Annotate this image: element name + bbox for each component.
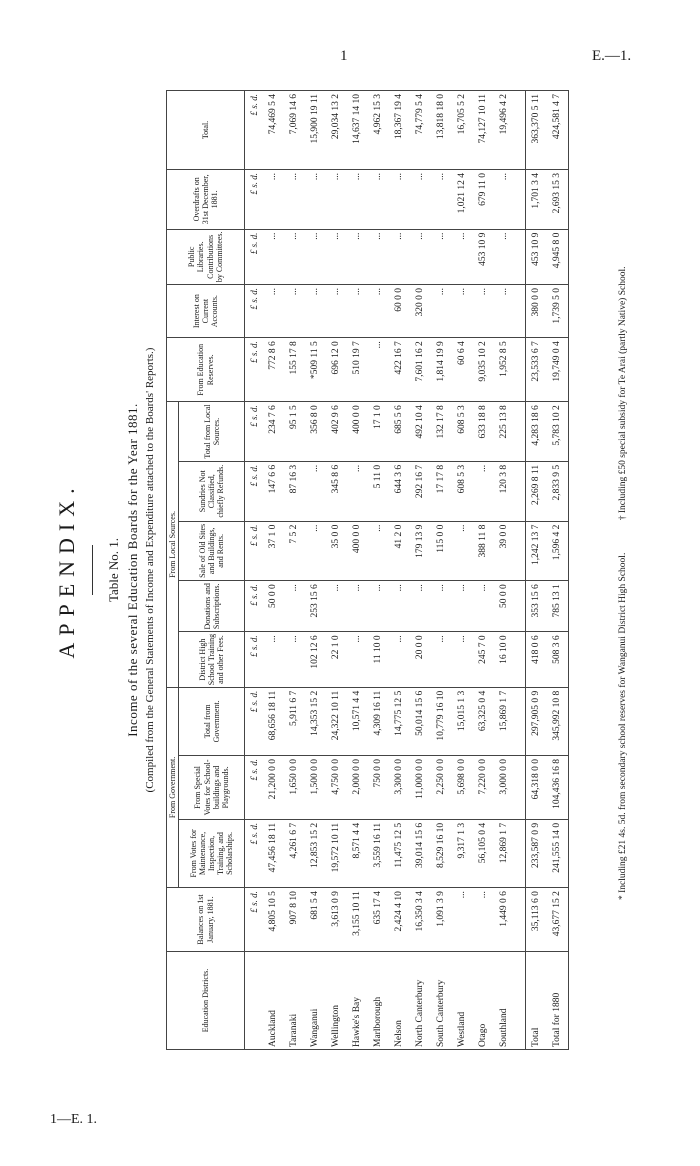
table-row [326,91,347,1050]
cell-tloc: 4,283 18 6 [526,402,548,462]
header-votes-maint: From Votes for Maintenance, Inspection, Training, and Scholarships. [179,819,245,887]
cell-total: 74,779 5 4 [410,91,431,170]
page-number: 1 [340,48,348,64]
cell-special: 3,000 0 0 [494,755,515,819]
cell-sund: 2,833 9 5 [547,461,569,521]
cell-sund: 120 3 8 [494,461,515,521]
header-donations: Donations and Subscriptions. [179,581,245,632]
cell-maint: 3,559 16 11 [368,819,389,887]
cell-bal: 635 17 4 [368,888,389,952]
spacer-row [515,91,526,1050]
header-libraries: Public Libraries. Contributions by Committees. [167,229,245,284]
cell-don: ... [410,581,431,632]
cell-sale: 1,596 4 2 [547,521,569,581]
cell-bal: 43,677 15 2 [547,888,569,952]
cell-tgov: 24,322 10 11 [326,687,347,755]
cell-special: 7,220 0 0 [473,755,494,819]
row-label: Taranaki [284,951,305,1049]
cell-res: 772 8 6 [263,338,284,402]
unit-cell: £ s. d. [245,888,264,952]
unit-cell: £ s. d. [245,285,264,338]
cell-maint: 8,529 16 10 [431,819,452,887]
cell-over: ... [263,169,284,229]
cell-over: 1,021 12 4 [452,169,473,229]
cell-bal: 1,449 0 6 [494,888,515,952]
cell-tloc: 95 1 5 [284,402,305,462]
table-row [263,91,284,1050]
cell-res: 19,749 0 4 [547,338,569,402]
cell-over: 1,701 3 4 [526,169,548,229]
table-row [389,91,410,1050]
cell-tloc: 492 10 4 [410,402,431,462]
cell-tgov: 15,015 1 3 [452,687,473,755]
cell-total: 29,034 13 2 [326,91,347,170]
cell-hs: 11 10 0 [368,632,389,687]
cell-total: 7,069 14 6 [284,91,305,170]
cell-don: ... [389,581,410,632]
cell-res: 23,533 6 7 [526,338,548,402]
cell-lib: 4,945 8 0 [547,229,569,284]
cell-tloc: 608 5 3 [452,402,473,462]
cell-sund: 2,269 8 11 [526,461,548,521]
total-row [526,91,548,1050]
cell-special: 104,436 16 8 [547,755,569,819]
cell-total: 14,637 14 10 [347,91,368,170]
cell-tgov: 10,571 4 4 [347,687,368,755]
cell-res: 60 6 4 [452,338,473,402]
cell-don: ... [473,581,494,632]
cell-tgov: 4,309 16 11 [368,687,389,755]
cell-maint: 12,853 15 2 [305,819,326,887]
cell-tgov: 5,911 6 7 [284,687,305,755]
cell-don: 353 15 6 [526,581,548,632]
row-label: North Canterbury [410,951,431,1049]
cell-total: 424,581 4 7 [547,91,569,170]
cell-sale: 400 0 0 [347,521,368,581]
cell-tgov: 297,905 0 9 [526,687,548,755]
header-district: Education Districts. [167,951,245,1049]
cell-lib: ... [305,229,326,284]
cell-hs: 418 0 6 [526,632,548,687]
row-label: Hawke's Bay [347,951,368,1049]
header-balances: Balances on 1st January, 1881. [167,888,245,952]
cell-sund: ... [473,461,494,521]
cell-int: ... [284,285,305,338]
unit-cell: £ s. d. [245,402,264,462]
cell-lib: ... [326,229,347,284]
unit-cell: £ s. d. [245,632,264,687]
cell-tloc: 17 1 0 [368,402,389,462]
cell-lib: ... [284,229,305,284]
cell-sale: ... [452,521,473,581]
header-total: Total. [167,91,245,170]
cell-over: ... [494,169,515,229]
cell-sund: 608 5 3 [452,461,473,521]
table-subtitle: (Compiled from the General Statements of Income and Expenditure attached to the Boards' Reports.) [144,347,156,793]
cell-res: 9,035 10 2 [473,338,494,402]
cell-sale: 39 0 0 [494,521,515,581]
row-label: Nelson [389,951,410,1049]
cell-hs: 16 10 0 [494,632,515,687]
footer-reference: 1—E. 1. [50,1112,98,1127]
cell-int: 380 0 0 [526,285,548,338]
cell-over: ... [284,169,305,229]
cell-int: 60 0 0 [389,285,410,338]
cell-lib: ... [347,229,368,284]
cell-bal: 907 8 10 [284,888,305,952]
cell-lib: 453 10 9 [526,229,548,284]
cell-maint: 11,475 12 5 [389,819,410,887]
unit-cell: £ s. d. [245,338,264,402]
cell-int: ... [368,285,389,338]
cell-total: 15,900 19 11 [305,91,326,170]
cell-maint: 241,555 14 0 [547,819,569,887]
cell-total: 19,496 4 2 [494,91,515,170]
cell-tloc: 685 5 6 [389,402,410,462]
cell-sund: 345 8 6 [326,461,347,521]
cell-don: ... [452,581,473,632]
cell-total: 4,962 15 3 [368,91,389,170]
cell-tgov: 10,779 16 10 [431,687,452,755]
row-label: South Canterbury [431,951,452,1049]
cell-don: 785 13 1 [547,581,569,632]
unit-cell: £ s. d. [245,819,264,887]
cell-over: ... [389,169,410,229]
cell-res: *509 11 5 [305,338,326,402]
rotated-table-page [48,90,658,1050]
cell-maint: 39,014 15 6 [410,819,431,887]
cell-over: 679 11 0 [473,169,494,229]
cell-bal: 3,155 10 11 [347,888,368,952]
cell-bal: 1,091 3 9 [431,888,452,952]
cell-don: ... [431,581,452,632]
cell-sale: 37 1 0 [263,521,284,581]
cell-hs: ... [452,632,473,687]
cell-int: ... [494,285,515,338]
cell-lib: ... [368,229,389,284]
cell-don: ... [284,581,305,632]
cell-sale: 41 2 0 [389,521,410,581]
cell-bal: ... [473,888,494,952]
cell-maint: 47,456 18 11 [263,819,284,887]
cell-res: ... [368,338,389,402]
cell-don: 50 0 0 [494,581,515,632]
row-label: Marlborough [368,951,389,1049]
cell-over: ... [431,169,452,229]
cell-int: ... [452,285,473,338]
cell-hs: 245 7 0 [473,632,494,687]
cell-special: 1,650 0 0 [284,755,305,819]
cell-hs: 102 12 6 [305,632,326,687]
cell-sund: ... [305,461,326,521]
table-row [347,91,368,1050]
cell-hs: ... [284,632,305,687]
appendix-heading: APPENDIX. [54,481,79,659]
cell-total: 74,127 10 11 [473,91,494,170]
cell-special: 750 0 0 [368,755,389,819]
table-row [494,91,515,1050]
footnote-2: † Including £50 special subsidy for Te Arai (partly Native) School. [618,266,628,521]
cell-tgov: 15,869 1 7 [494,687,515,755]
table-row [410,91,431,1050]
cell-special: 11,000 0 0 [410,755,431,819]
cell-bal: 4,805 10 5 [263,888,284,952]
cell-tgov: 63,325 0 4 [473,687,494,755]
cell-hs: 508 3 6 [547,632,569,687]
cell-sale: 1,242 13 7 [526,521,548,581]
cell-tloc: 5,783 10 2 [547,402,569,462]
cell-total: 363,370 5 11 [526,91,548,170]
cell-total: 13,818 18 0 [431,91,452,170]
cell-don: 253 15 6 [305,581,326,632]
cell-tgov: 14,775 12 5 [389,687,410,755]
row-label: Otago [473,951,494,1049]
header-interest: Interest on Current Accounts. [167,285,245,338]
cell-bal: 2,424 4 10 [389,888,410,952]
cell-maint: 233,587 0 9 [526,819,548,887]
row-label: Southland [494,951,515,1049]
cell-lib: ... [263,229,284,284]
cell-int: ... [473,285,494,338]
cell-over: 2,693 15 3 [547,169,569,229]
cell-hs: 22 1 0 [326,632,347,687]
cell-bal: 681 5 4 [305,888,326,952]
total-row [547,91,569,1050]
cell-special: 2,000 0 0 [347,755,368,819]
cell-res: 7,601 16 2 [410,338,431,402]
cell-maint: 9,317 1 3 [452,819,473,887]
table-body [245,91,569,1050]
cell-sale: 7 5 2 [284,521,305,581]
cell-don: ... [326,581,347,632]
cell-special: 2,250 0 0 [431,755,452,819]
header-sundries: Sundries Not Classified, chiefly Refunds. [179,461,245,521]
row-label: Westland [452,951,473,1049]
cell-tgov: 14,353 15 2 [305,687,326,755]
row-label: Wellington [326,951,347,1049]
cell-don: 50 0 0 [263,581,284,632]
cell-hs: ... [389,632,410,687]
header-total-local: Total from Local Sources. [179,402,245,462]
cell-tloc: 234 7 6 [263,402,284,462]
cell-sund: 292 16 7 [410,461,431,521]
unit-cell: £ s. d. [245,461,264,521]
table-row [473,91,494,1050]
cell-tgov: 345,992 10 8 [547,687,569,755]
cell-int: ... [326,285,347,338]
income-table [166,90,569,1050]
cell-don: ... [368,581,389,632]
header-from-local: From Local Sources. [167,402,179,688]
cell-sale: 115 0 0 [431,521,452,581]
cell-tloc: 402 9 6 [326,402,347,462]
cell-sund: 17 17 8 [431,461,452,521]
cell-special: 5,698 0 0 [452,755,473,819]
cell-res: 1,952 8 5 [494,338,515,402]
header-special-votes: From Special Votes for School-buildings and Playgrounds. [179,755,245,819]
table-number: Table No. 1. [106,537,121,603]
cell-maint: 4,261 6 7 [284,819,305,887]
cell-int: ... [305,285,326,338]
cell-hs: ... [431,632,452,687]
cell-tloc: 132 17 8 [431,402,452,462]
cell-hs: ... [347,632,368,687]
row-label: Auckland [263,951,284,1049]
cell-hs: 20 0 0 [410,632,431,687]
cell-sund: ... [347,461,368,521]
cell-maint: 19,572 10 11 [326,819,347,887]
table-row [284,91,305,1050]
cell-tloc: 400 0 0 [347,402,368,462]
unit-cell: £ s. d. [245,169,264,229]
cell-special: 64,318 0 0 [526,755,548,819]
unit-cell: £ s. d. [245,91,264,170]
cell-lib: ... [389,229,410,284]
heading-rule [92,545,93,595]
header-sale-sites: Sale of Old Sites and Buildings, and Rents. [179,521,245,581]
row-label: Total for 1880 [547,951,569,1049]
table-row [431,91,452,1050]
cell-res: 422 16 7 [389,338,410,402]
cell-tgov: 50,014 15 6 [410,687,431,755]
cell-hs: ... [263,632,284,687]
cell-maint: 12,869 1 7 [494,819,515,887]
cell-sund: 147 6 6 [263,461,284,521]
unit-cell: £ s. d. [245,687,264,755]
cell-sund: 644 3 6 [389,461,410,521]
cell-sale: ... [368,521,389,581]
unit-cell: £ s. d. [245,229,264,284]
cell-total: 16,705 5 2 [452,91,473,170]
cell-int: ... [263,285,284,338]
cell-int: 320 0 0 [410,285,431,338]
cell-lib: ... [431,229,452,284]
cell-special: 21,200 0 0 [263,755,284,819]
table-row [452,91,473,1050]
cell-sale: 388 11 8 [473,521,494,581]
cell-bal: 16,350 3 4 [410,888,431,952]
header-overdrafts: Overdrafts on 31st December, 1881. [167,169,245,229]
cell-total: 18,367 19 4 [389,91,410,170]
cell-res: 1,814 19 9 [431,338,452,402]
table-title: Income of the several Education Boards for the Year 1881. [125,403,140,737]
cell-tloc: 225 13 8 [494,402,515,462]
cell-sale: 35 0 0 [326,521,347,581]
cell-total: 74,469 5 4 [263,91,284,170]
cell-int: ... [431,285,452,338]
unit-cell: £ s. d. [245,521,264,581]
cell-over: ... [368,169,389,229]
cell-over: ... [326,169,347,229]
header-reserves: From Education Reserves. [167,338,245,402]
cell-lib: ... [452,229,473,284]
cell-special: 4,750 0 0 [326,755,347,819]
cell-lib: 453 10 9 [473,229,494,284]
cell-over: ... [410,169,431,229]
cell-tloc: 633 18 8 [473,402,494,462]
header-high-school: District High School Training and other Fees. [179,632,245,687]
cell-res: 155 17 8 [284,338,305,402]
cell-int: 1,739 5 0 [547,285,569,338]
cell-special: 1,500 0 0 [305,755,326,819]
cell-res: 510 19 7 [347,338,368,402]
row-label: Wanganui [305,951,326,1049]
cell-maint: 56,105 0 4 [473,819,494,887]
units-row [245,91,264,1050]
cell-sund: 87 16 3 [284,461,305,521]
cell-sale: ... [305,521,326,581]
cell-sale: 179 13 9 [410,521,431,581]
cell-int: ... [347,285,368,338]
cell-tloc: 356 8 0 [305,402,326,462]
cell-lib: ... [494,229,515,284]
cell-lib: ... [410,229,431,284]
cell-bal: 3,613 0 9 [326,888,347,952]
table-row [305,91,326,1050]
cell-res: 696 12 0 [326,338,347,402]
footnote-1: * Including £21 4s. 5d. from secondary school reserves for Wanganui District High School. [618,552,628,900]
cell-bal: 35,113 6 0 [526,888,548,952]
unit-cell: £ s. d. [245,755,264,819]
row-label: Total [526,951,548,1049]
cell-special: 3,300 0 0 [389,755,410,819]
cell-over: ... [305,169,326,229]
cell-don: ... [347,581,368,632]
footnotes [618,90,628,1050]
header-total-govt: Total from Government. [179,687,245,755]
cell-maint: 8,571 4 4 [347,819,368,887]
table-row [368,91,389,1050]
cell-tgov: 68,656 18 11 [263,687,284,755]
page-reference: E.—1. [592,48,632,64]
cell-bal: ... [452,888,473,952]
header-from-government: From Government. [167,687,179,887]
unit-cell: £ s. d. [245,581,264,632]
cell-sund: 5 11 0 [368,461,389,521]
cell-over: ... [347,169,368,229]
